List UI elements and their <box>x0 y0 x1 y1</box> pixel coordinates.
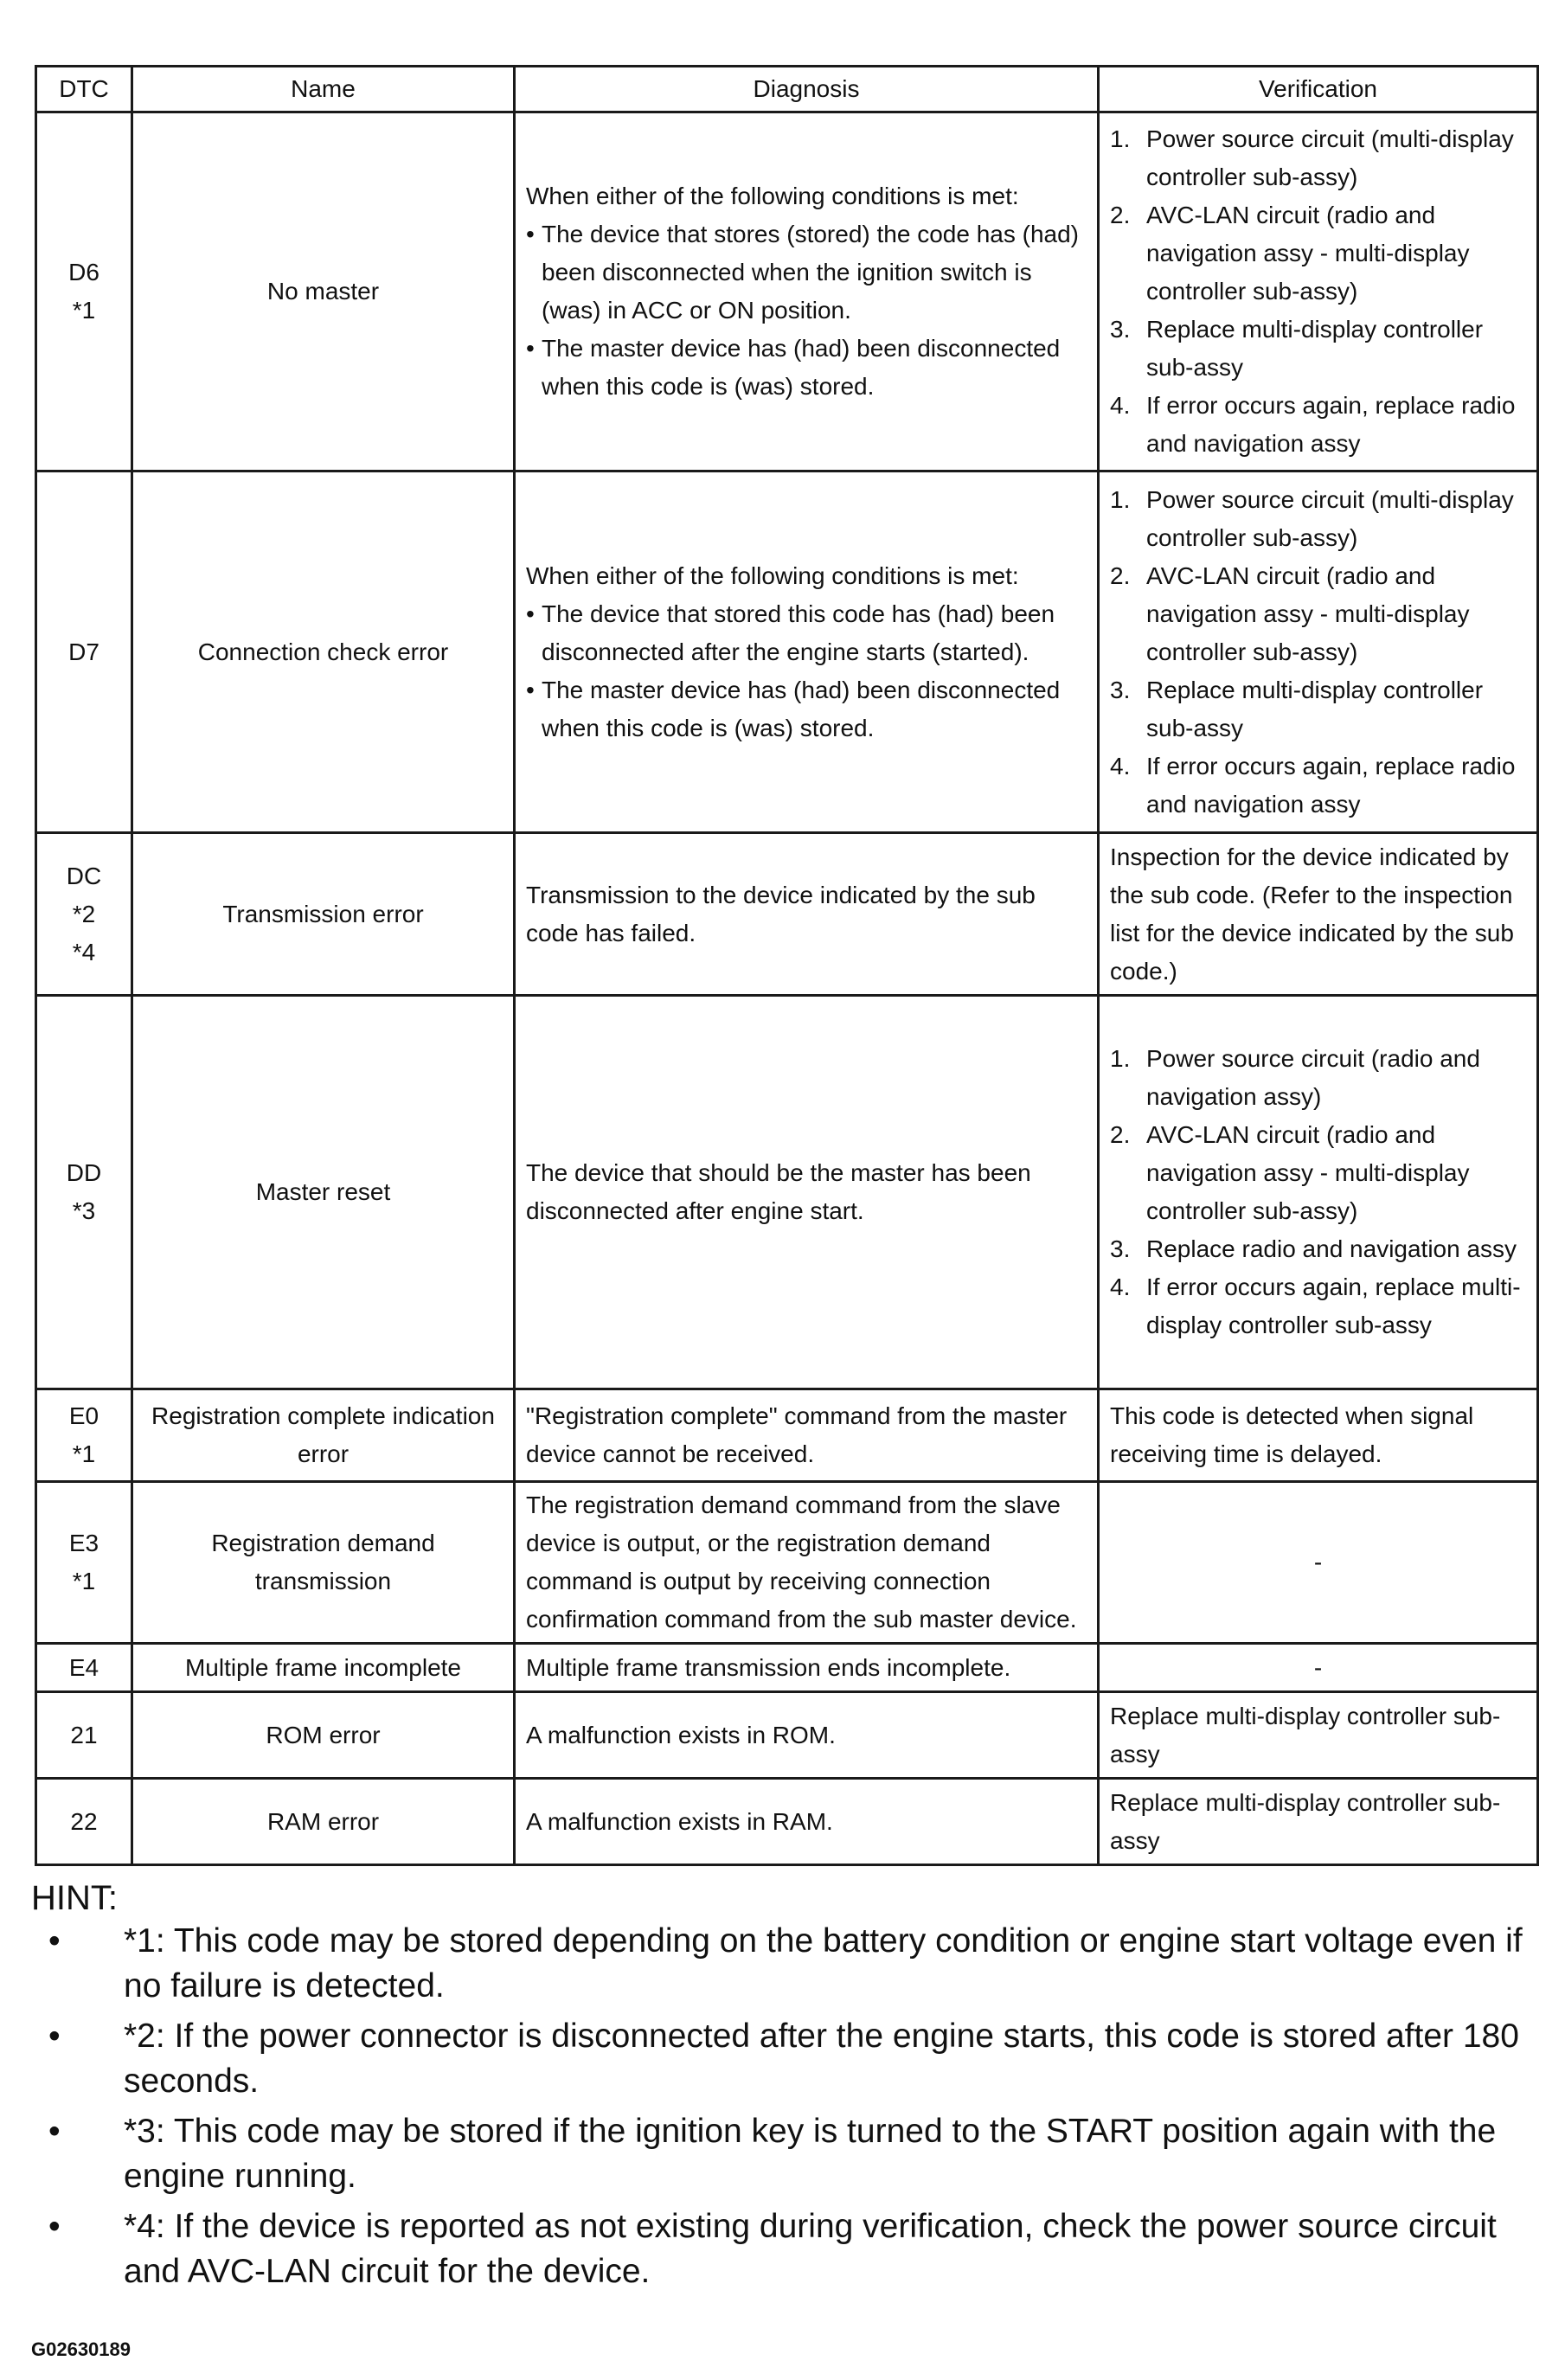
table-row <box>36 472 1538 833</box>
diagnosis-text: The registration demand command from the slave device is output, or the registration demand command is output by receiving connection confirmation command from the sub master device. <box>515 1482 1099 1644</box>
verification-text: Replace multi-display controller sub-assy <box>1099 1779 1538 1865</box>
verification-step-text: Replace multi-display controller sub-assy <box>1146 676 1484 741</box>
verification-step: 3. Replace multi-display controller sub-assy <box>1110 316 1484 381</box>
verification-cell <box>1099 112 1538 472</box>
table-row <box>36 1482 1538 1644</box>
hint-mark: *4: <box>124 2208 165 2245</box>
table-row <box>36 833 1538 996</box>
dtc-name: RAM error <box>132 1779 515 1865</box>
verification-step-text: AVC-LAN circuit (radio and navigation assy - multi-display controller sub-assy) <box>1146 202 1470 305</box>
dtc-name: Registration demand transmission <box>132 1482 515 1644</box>
hint-item-text <box>124 1919 1545 2009</box>
diagnosis-cell <box>515 472 1099 833</box>
dtc-code: E3 <box>68 1530 99 1556</box>
verification-step: 1. Power source circuit (multi-display controller sub-assy) <box>1110 125 1514 190</box>
header-diagnosis: Diagnosis <box>515 67 1099 112</box>
table-row <box>36 1692 1538 1779</box>
bullet-icon: • <box>48 2113 61 2150</box>
dtc-code: E0 <box>68 1402 99 1429</box>
dtc-footnote: *1 <box>72 1440 96 1467</box>
verification-step-text: If error occurs again, replace radio and navigation assy <box>1146 752 1516 818</box>
dtc-footnote: *3 <box>72 1197 96 1224</box>
verification-step: 2. AVC-LAN circuit (radio and navigation assy - multi-display controller sub-assy) <box>1110 1121 1470 1224</box>
verification-step-text: Power source circuit (radio and navigation assy) <box>1146 1045 1480 1110</box>
hint-item <box>31 2204 1545 2294</box>
diagnosis-intro: When either of the following conditions is met: <box>526 561 1019 589</box>
verification-text: Inspection for the device indicated by the sub code. (Refer to the inspection list for the device indicated by the sub code.) <box>1099 833 1538 996</box>
dtc-footnote: *4 <box>72 938 96 965</box>
verification-steps <box>1110 120 1526 463</box>
diagnosis-bullets <box>526 215 1087 406</box>
verification-step-text: Replace multi-display controller sub-assy <box>1146 316 1484 381</box>
table-row <box>36 996 1538 1389</box>
verification-text: - <box>1099 1482 1538 1644</box>
table-row <box>36 1644 1538 1692</box>
dtc-code-cell <box>36 1644 132 1692</box>
dtc-footnote: *2 <box>72 900 96 927</box>
hint-text: This code may be stored if the ignition key is turned to the START position again with the engine running. <box>124 2113 1497 2195</box>
verification-step-text: AVC-LAN circuit (radio and navigation assy - multi-display controller sub-assy) <box>1146 561 1470 665</box>
hint-mark: *2: <box>124 2018 165 2055</box>
dtc-code-cell <box>36 1779 132 1865</box>
verification-text: Replace multi-display controller sub-assy <box>1099 1692 1538 1779</box>
verification-step-text: If error occurs again, replace multi-display controller sub-assy <box>1146 1273 1521 1338</box>
table-row <box>36 112 1538 472</box>
diagnosis-bullet: • The device that stored this code has (had) been disconnected after the engine starts (started). <box>526 595 1087 671</box>
hint-mark: *1: <box>124 1922 165 1960</box>
verification-step: 4. If error occurs again, replace multi-display controller sub-assy <box>1110 1273 1521 1338</box>
verification-step: 4. If error occurs again, replace radio and navigation assy <box>1110 752 1516 818</box>
dtc-code: 21 <box>70 1721 98 1748</box>
dtc-name: No master <box>132 112 515 472</box>
header-name: Name <box>132 67 515 112</box>
diagnosis-bullet: • The master device has (had) been disconnected when this code is (was) stored. <box>526 330 1087 406</box>
bullet-icon: • <box>48 1922 61 1960</box>
diagnosis-text: The device that should be the master has been disconnected after engine start. <box>515 996 1099 1389</box>
dtc-code-cell <box>36 1482 132 1644</box>
dtc-name: Connection check error <box>132 472 515 833</box>
diagnosis-bullet: • The master device has (had) been disconnected when this code is (was) stored. <box>526 671 1087 747</box>
verification-steps <box>1110 481 1526 824</box>
hint-item-text <box>124 2014 1545 2104</box>
hint-item <box>31 2109 1545 2199</box>
dtc-name: Master reset <box>132 996 515 1389</box>
verification-text: - <box>1099 1644 1538 1692</box>
verification-step: 3. Replace radio and navigation assy <box>1110 1235 1517 1262</box>
dtc-code-cell <box>36 996 132 1389</box>
dtc-code: D7 <box>68 638 99 665</box>
diagnosis-intro: When either of the following conditions is met: <box>526 183 1019 209</box>
diagnosis-bullets <box>526 595 1087 747</box>
diagnosis-text: A malfunction exists in RAM. <box>515 1779 1099 1865</box>
verification-step: 2. AVC-LAN circuit (radio and navigation assy - multi-display controller sub-assy) <box>1110 561 1470 665</box>
verification-step: 2. AVC-LAN circuit (radio and navigation assy - multi-display controller sub-assy) <box>1110 202 1470 305</box>
hint-title: HINT: <box>31 1879 118 1917</box>
diagnosis-text: Transmission to the device indicated by the sub code has failed. <box>515 833 1099 996</box>
bullet-icon: • <box>48 2018 61 2055</box>
hint-text: If the power connector is disconnected after the engine starts, this code is stored after 180 seconds. <box>124 2018 1519 2100</box>
hint-item <box>31 1919 1545 2009</box>
hint-mark: *3: <box>124 2113 165 2150</box>
dtc-code: D6 <box>68 259 99 285</box>
verification-step-text: If error occurs again, replace radio and navigation assy <box>1146 392 1516 457</box>
verification-step: 4. If error occurs again, replace radio and navigation assy <box>1110 392 1516 457</box>
verification-step-text: AVC-LAN circuit (radio and navigation assy - multi-display controller sub-assy) <box>1146 1121 1470 1224</box>
verification-step-text: Replace radio and navigation assy <box>1146 1235 1517 1262</box>
dtc-footnote: *1 <box>72 1568 96 1594</box>
dtc-name: Multiple frame incomplete <box>132 1644 515 1692</box>
table-row <box>36 1389 1538 1482</box>
dtc-code-cell <box>36 472 132 833</box>
verification-step-text: Power source circuit (multi-display controller sub-assy) <box>1146 485 1514 551</box>
dtc-name: ROM error <box>132 1692 515 1779</box>
hint-item-text <box>124 2109 1545 2199</box>
dtc-code: DC <box>66 862 102 889</box>
dtc-name: Registration complete indication error <box>132 1389 515 1482</box>
verification-step: 1. Power source circuit (multi-display controller sub-assy) <box>1110 485 1514 551</box>
dtc-code-cell <box>36 1389 132 1482</box>
verification-step: 1. Power source circuit (radio and navigation assy) <box>1110 1045 1480 1110</box>
diagnosis-text: A malfunction exists in ROM. <box>515 1692 1099 1779</box>
verification-step: 3. Replace multi-display controller sub-assy <box>1110 676 1484 741</box>
dtc-code: 22 <box>70 1807 98 1835</box>
hint-text: This code may be stored depending on the battery condition or engine start voltage even if no failure is detected. <box>124 1922 1523 2005</box>
hint-text: If the device is reported as not existing during verification, check the power source circuit and AVC-LAN circuit for the device. <box>124 2208 1497 2290</box>
hint-item-text <box>124 2204 1545 2294</box>
diagnosis-text: "Registration complete" command from the master device cannot be received. <box>515 1389 1099 1482</box>
dtc-footnote: *1 <box>72 297 96 324</box>
dtc-code-cell <box>36 1692 132 1779</box>
header-verification: Verification <box>1099 67 1538 112</box>
bullet-icon: • <box>48 2208 61 2245</box>
diagnosis-text: Multiple frame transmission ends incomplete. <box>515 1644 1099 1692</box>
verification-text: This code is detected when signal receiving time is delayed. <box>1099 1389 1538 1482</box>
figure-id: G02630189 <box>31 2338 131 2360</box>
dtc-code-cell <box>36 833 132 996</box>
table-header-row <box>36 67 1538 112</box>
verification-step-text: Power source circuit (multi-display controller sub-assy) <box>1146 125 1514 190</box>
hint-list <box>31 1919 1545 2300</box>
header-dtc: DTC <box>36 67 132 112</box>
verification-cell <box>1099 996 1538 1389</box>
verification-cell <box>1099 472 1538 833</box>
dtc-code: E4 <box>68 1653 99 1681</box>
diagnosis-cell <box>515 112 1099 472</box>
dtc-code: DD <box>66 1159 102 1186</box>
dtc-table <box>35 65 1539 1866</box>
dtc-code-cell <box>36 112 132 472</box>
dtc-name: Transmission error <box>132 833 515 996</box>
verification-steps <box>1110 1040 1526 1344</box>
table-row <box>36 1779 1538 1865</box>
diagnosis-bullet: • The device that stores (stored) the code has (had) been disconnected when the ignition switch is (was) in ACC or ON position. <box>526 215 1087 330</box>
hint-item <box>31 2014 1545 2104</box>
